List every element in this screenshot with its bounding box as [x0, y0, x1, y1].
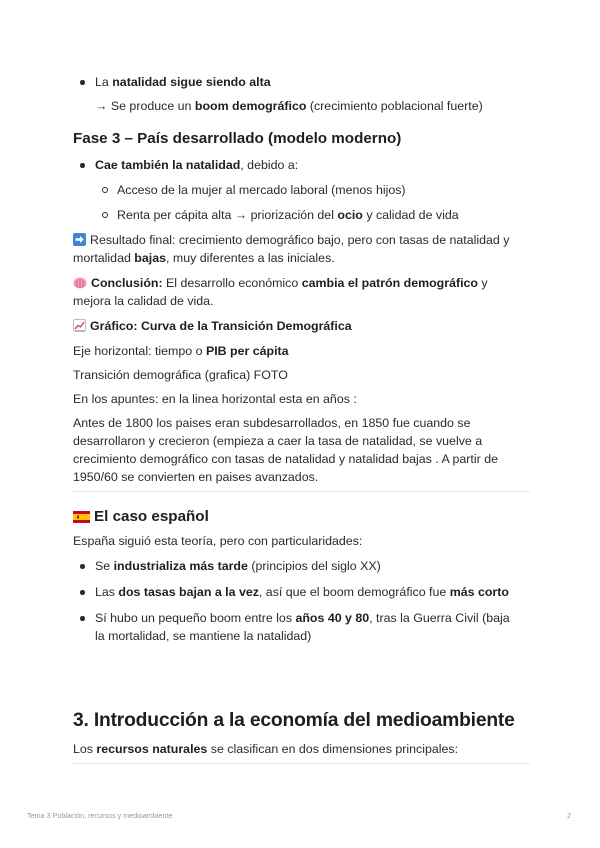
- bullet-pequeno-boom: Sí hubo un pequeño boom entre los años 40 y 80, tras la Guerra Civil (baja: [73, 609, 535, 627]
- apuntes-line: En los apuntes: en la linea horizontal esta en años :: [73, 392, 357, 406]
- seccion3-heading: 3. Introducción a la economía del medioambiente: [73, 710, 515, 731]
- fase3-heading: Fase 3 – País desarrollado (modelo moderno): [73, 130, 402, 147]
- section-divider: [73, 491, 530, 492]
- recursos-naturales-line: Los recursos naturales se clasifican en dos dimensiones principales:: [73, 742, 459, 756]
- page-number: 2: [567, 811, 571, 820]
- sub-bullet-mujer: Acceso de la mujer al mercado laboral (menos hijos): [73, 181, 406, 199]
- conclusion-line1: Conclusión: El desarrollo económico cambia el patrón demográfico y: [73, 274, 533, 294]
- historia-line3: crecimiento demográfico con tasas de natalidad y natalidad bajas . A partir de: [73, 452, 498, 466]
- chart-increasing-icon: [73, 319, 86, 337]
- sub-bullet-renta: Renta per cápita alta → priorización del ocio y calidad de vida: [73, 206, 459, 224]
- boom-demografico-line: → Se produce un boom demográfico (crecimiento poblacional fuerte): [95, 99, 483, 113]
- bullet-dos-tasas: Las dos tasas bajan a la vez, así que el boom demográfico fue más corto: [73, 583, 509, 601]
- footer-title: Tema 3 Población, recursos y medioambiente: [27, 811, 173, 820]
- spain-flag-icon: [73, 509, 90, 529]
- bullet-cae-natalidad: Cae también la natalidad, debido a:: [73, 156, 298, 174]
- bullet-industrializa: Se industrializa más tarde (principios del siglo XX): [73, 557, 381, 575]
- transicion-foto-line: Transición demográfica (grafica) FOTO: [73, 368, 288, 382]
- eje-horizontal-line: Eje horizontal: tiempo o PIB per cápita: [73, 344, 289, 358]
- caso-intro: España siguió esta teoría, pero con particularidades:: [73, 534, 363, 548]
- conclusion-line2: mejora la calidad de vida.: [73, 294, 214, 308]
- resultado-line2: mortalidad bajas, muy diferentes a las iniciales.: [73, 251, 335, 265]
- bullet-natalidad-alta: La natalidad sigue siendo alta: [73, 73, 271, 91]
- historia-line2: desarrollaron y crecieron (empieza a caer la tasa de natalidad, se vuelve a: [73, 434, 483, 448]
- grafico-heading: Gráfico: Curva de la Transición Demográfica: [73, 317, 352, 337]
- historia-line4: 1950/60 se convierten en paises avanzados.: [73, 470, 319, 484]
- section-divider-bottom: [73, 763, 530, 764]
- bullet-pequeno-boom-line2: la mortalidad, se mantiene la natalidad): [95, 629, 312, 643]
- caso-espanol-heading: El caso español: [73, 507, 209, 529]
- resultado-line1: Resultado final: crecimiento demográfico bajo, pero con tasas de natalidad y: [73, 231, 533, 251]
- historia-line1: Antes de 1800 los paises eran subdesarrollados, en 1850 fue cuando se: [73, 416, 471, 430]
